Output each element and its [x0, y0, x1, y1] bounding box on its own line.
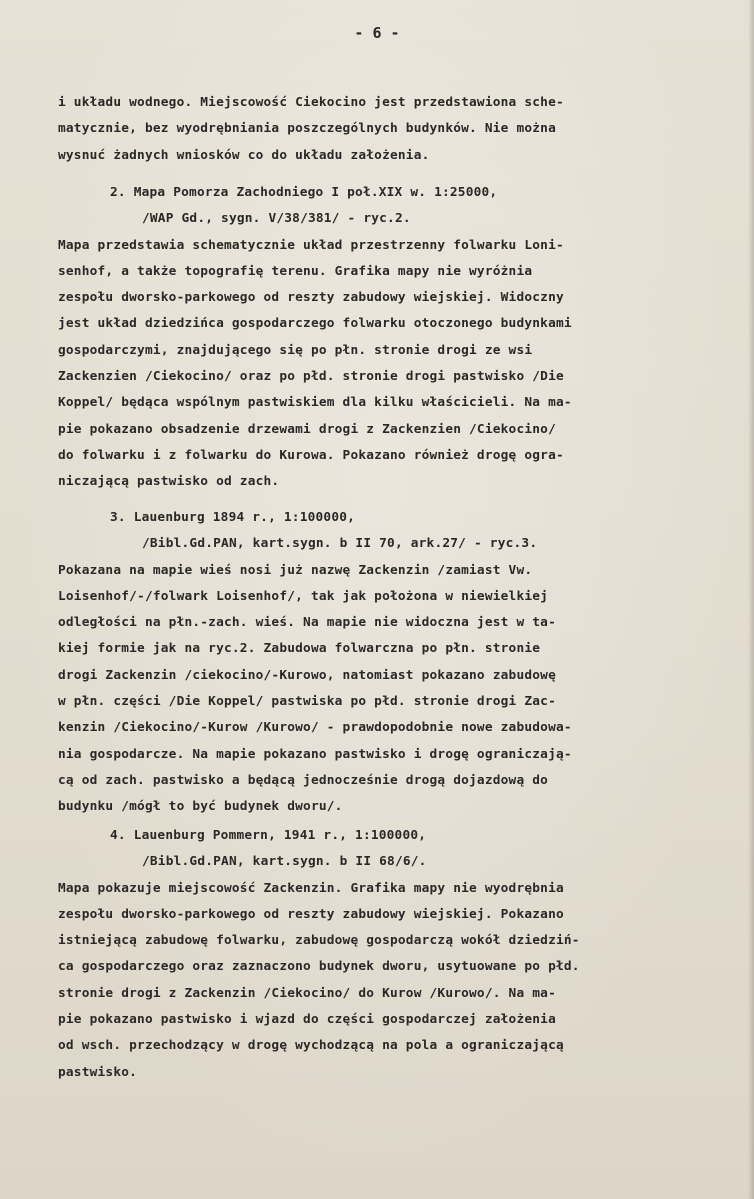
text-line: pie pokazano pastwisko i wjazd do części gospodarczej założenia: [58, 1012, 556, 1028]
text-line: zespołu dworsko-parkowego od reszty zabudowy wiejskiej. Pokazano: [58, 906, 564, 922]
text-line: do folwarku i z folwarku do Kurowa. Pokazano również drogę ogra-: [58, 447, 564, 463]
page-edge-shadow: [748, 0, 754, 1199]
text-line: istniejącą zabudowę folwarku, zabudowę gospodarczą wokół dziedziń-: [58, 933, 580, 949]
text-line: jest układ dziedzińca gospodarczego folwarku otoczonego budynkami: [58, 316, 572, 332]
text-line: matycznie, bez wyodrębniania poszczególnych budynków. Nie można: [58, 121, 556, 137]
text-line: Zackenzien /Ciekocino/ oraz po płd. stronie drogi pastwisko /Die: [58, 369, 564, 385]
section-heading-source: /WAP Gd., sygn. V/38/381/ - ryc.2.: [142, 211, 411, 227]
text-line: drogi Zackenzin /ciekocino/-Kurowo, natomiast pokazano zabudowę: [58, 667, 556, 683]
section-heading-source: /Bibl.Gd.PAN, kart.sygn. b II 70, ark.27/ - ryc.3.: [142, 536, 538, 552]
text-line: kenzin /Ciekocino/-Kurow /Kurowo/ - prawdopodobnie nowe zabudowa-: [58, 720, 572, 736]
section-4: [58, 823, 743, 1086]
text-line: stronie drogi z Zackenzin /Ciekocino/ do Kurow /Kurowo/. Na ma-: [58, 985, 556, 1001]
page-number: - 6 -: [354, 24, 400, 42]
text-line: gospodarczymi, znajdującego się po płn. stronie drogi ze wsi: [58, 342, 533, 358]
text-line: zespołu dworsko-parkowego od reszty zabudowy wiejskiej. Widoczny: [58, 290, 564, 306]
text-line: nia gospodarcze. Na mapie pokazano pastwisko i drogę ograniczają-: [58, 746, 572, 762]
text-line: w płn. części /Die Koppel/ pastwiska po płd. stronie drogi Zac-: [58, 694, 556, 710]
text-line: pie pokazano obsadzenie drzewami drogi z Zackenzien /Ciekocino/: [58, 421, 556, 437]
text-line: Koppel/ będąca wspólnym pastwiskiem dla kilku właścicieli. Na ma-: [58, 395, 572, 411]
text-line: odległości na płn.-zach. wieś. Na mapie nie widoczna jest w ta-: [58, 615, 556, 631]
section-2: [58, 180, 743, 496]
text-line: cą od zach. pastwisko a będącą jednocześnie drogą dojazdową do: [58, 772, 549, 788]
text-line: wysnuć żadnych wniosków co do układu założenia.: [58, 147, 430, 163]
text-line: ca gospodarczego oraz zaznaczono budynek dworu, usytuowane po płd.: [58, 959, 580, 975]
section-heading-source: /Bibl.Gd.PAN, kart.sygn. b II 68/6/.: [142, 854, 427, 870]
text-line: kiej formie jak na ryc.2. Zabudowa folwarczna po płn. stronie: [58, 641, 541, 657]
text-line: Mapa pokazuje miejscowość Zackenzin. Grafika mapy nie wyodrębnia: [58, 880, 564, 896]
text-line: i układu wodnego. Miejscowość Ciekocino jest przedstawiona sche-: [58, 95, 564, 110]
text-line: pastwisko.: [58, 1064, 138, 1080]
intro-paragraph: [58, 90, 743, 169]
text-line: budynku /mógł to być budynek dworu/.: [58, 799, 343, 815]
text-line: niczającą pastwisko od zach.: [58, 474, 280, 490]
section-3: [58, 505, 743, 821]
section-heading: 3. Lauenburg 1894 r., 1:100000,: [110, 510, 356, 525]
text-line: Loisenhof/-/folwark Loisenhof/, tak jak położona w niewielkiej: [58, 588, 549, 604]
text-line: senhof, a także topografię terenu. Grafika mapy nie wyróżnia: [58, 263, 533, 279]
section-heading: 4. Lauenburg Pommern, 1941 r., 1:100000,: [110, 828, 427, 843]
text-line: od wsch. przechodzący w drogę wychodzącą na pola a ograniczającą: [58, 1038, 564, 1054]
text-line: Pokazana na mapie wieś nosi już nazwę Zackenzin /zamiast Vw.: [58, 562, 533, 578]
section-heading: 2. Mapa Pomorza Zachodniego I poł.XIX w. 1:25000,: [110, 185, 498, 200]
text-line: Mapa przedstawia schematycznie układ przestrzenny folwarku Loni-: [58, 237, 564, 253]
